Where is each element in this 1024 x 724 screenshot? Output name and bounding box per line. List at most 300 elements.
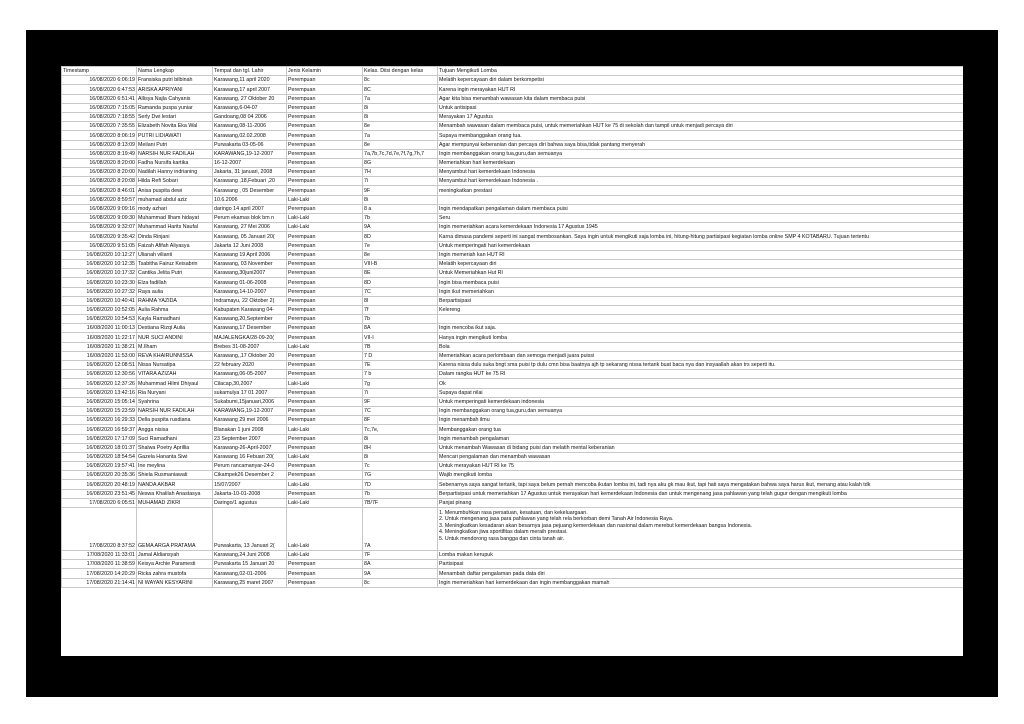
table-row bbox=[62, 223, 964, 232]
cell-kelas: 7B/7F bbox=[363, 498, 438, 507]
cell-nama: mody azhari bbox=[137, 204, 213, 213]
cell-tujuan: Ingin menambah ilmu bbox=[438, 416, 964, 425]
cell-timestamp: 16/08/2020 10:40:41 bbox=[62, 296, 137, 305]
cell-nama: Destiana Rizqi Aulia bbox=[137, 324, 213, 333]
cell-jenis-kelamin: Perempuan bbox=[287, 560, 363, 569]
cell-tujuan: Untuk menambah Wawasan di bidang puisi dan melatih mental keberanian bbox=[438, 443, 964, 452]
cell-ttl: Karawang,06-05-2007 bbox=[213, 370, 287, 379]
cell-kelas: 7e bbox=[363, 241, 438, 250]
cell-tujuan: Panjat pinang bbox=[438, 498, 964, 507]
cell-nama: Muhammad Hilmi Dhiyaul bbox=[137, 379, 213, 388]
cell-nama: NARSIH NUR FADILAH bbox=[137, 149, 213, 158]
cell-tujuan: Ok bbox=[438, 379, 964, 388]
cell-tujuan: Menyambut hari kemerdekaan Indonesia bbox=[438, 168, 964, 177]
cell-timestamp: 16/08/2020 8:13:09 bbox=[62, 140, 137, 149]
cell-tujuan: Agar kita bisa menambah wawasan kita dalam membaca puisi bbox=[438, 94, 964, 103]
table-row bbox=[62, 131, 964, 140]
cell-timestamp: 16/08/2020 15:05:14 bbox=[62, 397, 137, 406]
cell-tujuan bbox=[438, 195, 964, 204]
cell-jenis-kelamin: Laki-Laki bbox=[287, 480, 363, 489]
cell-tujuan: Karna dimasa pandemi seperti ini sangat membosankan. Saya ingin untuk mengikuti saja lomba ini, hitung-hitung partisipasi kegiatan lomba online SMP 4 KOTABARU. Tujuan tertentu bbox=[438, 232, 964, 241]
cell-timestamp: 16/08/2020 17:17:09 bbox=[62, 434, 137, 443]
table-row bbox=[62, 361, 964, 370]
table-row bbox=[62, 305, 964, 314]
table-row bbox=[62, 443, 964, 452]
table-row bbox=[62, 112, 964, 121]
cell-kelas: 8i bbox=[363, 112, 438, 121]
cell-timestamp: 16/08/2020 6:47:53 bbox=[62, 85, 137, 94]
cell-jenis-kelamin: Perempuan bbox=[287, 122, 363, 131]
cell-nama: Tsabitha Fairuz Keisabrin bbox=[137, 259, 213, 268]
cell-tujuan: Untuk memperingati kemerdekaan indonesia bbox=[438, 397, 964, 406]
cell-timestamp: 16/08/2020 16:59:37 bbox=[62, 425, 137, 434]
cell-ttl: Daringo/1 agustus bbox=[213, 498, 287, 507]
cell-nama: Faizah Afifah Aliyasya bbox=[137, 241, 213, 250]
cell-nama: Syahrina bbox=[137, 397, 213, 406]
tujuan-line: 5. Untuk mendorong rasa bangga dan cinta tanah air. bbox=[439, 535, 565, 542]
cell-jenis-kelamin: Perempuan bbox=[287, 296, 363, 305]
cell-timestamp: 16/08/2020 11:38:21 bbox=[62, 342, 137, 351]
cell-tujuan: Membanggakan orang tua bbox=[438, 425, 964, 434]
cell-jenis-kelamin: Perempuan bbox=[287, 131, 363, 140]
cell-tujuan: Berpartisipasi bbox=[438, 296, 964, 305]
table-row bbox=[62, 158, 964, 167]
cell-timestamp: 16/08/2020 6:06:19 bbox=[62, 76, 137, 85]
cell-tujuan: Menyambut hari kemerdekaan Indonesia . bbox=[438, 177, 964, 186]
table-row bbox=[62, 269, 964, 278]
table-row bbox=[62, 452, 964, 461]
cell-timestamp: 16/08/2020 19:57:41 bbox=[62, 462, 137, 471]
cell-ttl: Perum rancamanyar-24-0 bbox=[213, 462, 287, 471]
cell-jenis-kelamin: Perempuan bbox=[287, 259, 363, 268]
table-row bbox=[62, 379, 964, 388]
cell-kelas: 7g bbox=[363, 379, 438, 388]
cell-nama: Muhammad Harits Naufal bbox=[137, 223, 213, 232]
cell-jenis-kelamin: Perempuan bbox=[287, 76, 363, 85]
cell-tujuan: Supaya dapat nilai bbox=[438, 388, 964, 397]
cell-timestamp: 16/08/2020 10:17:32 bbox=[62, 269, 137, 278]
cell-tujuan: Ingin memeriahkan hari kemerdekaan dan ingin membanggakan mamah bbox=[438, 578, 964, 587]
cell-tujuan: Ingin mendapatkan pengalaman dalam membaca puisi bbox=[438, 204, 964, 213]
cell-kelas: 8 a bbox=[363, 204, 438, 213]
cell-tujuan: Untuk antisipasi bbox=[438, 103, 964, 112]
cell-jenis-kelamin: Perempuan bbox=[287, 186, 363, 195]
cell-timestamp: 16/08/2020 12:08:51 bbox=[62, 361, 137, 370]
table-row bbox=[62, 333, 964, 342]
cell-ttl: sukamulya 17 01 2007 bbox=[213, 388, 287, 397]
cell-ttl: Purwakarta 15 Januari 20 bbox=[213, 560, 287, 569]
header-nama: Nama Lengkap bbox=[137, 67, 213, 76]
table-row bbox=[62, 416, 964, 425]
cell-timestamp: 16/08/2020 18:01:37 bbox=[62, 443, 137, 452]
cell-ttl: Karawang , 05 Desember bbox=[213, 186, 287, 195]
cell-tujuan: Wajib mengikuti lomba bbox=[438, 471, 964, 480]
cell-jenis-kelamin: Perempuan bbox=[287, 103, 363, 112]
cell-kelas: 7a bbox=[363, 94, 438, 103]
cell-timestamp: 16/08/2020 18:54:54 bbox=[62, 452, 137, 461]
cell-ttl: Perum ekamas blok bm n bbox=[213, 214, 287, 223]
cell-timestamp: 16/08/2020 9:09:16 bbox=[62, 204, 137, 213]
cell-jenis-kelamin: Perempuan bbox=[287, 324, 363, 333]
cell-kelas: 8I bbox=[363, 296, 438, 305]
cell-nama: Nissa Nursatipa bbox=[137, 361, 213, 370]
table-row bbox=[62, 103, 964, 112]
cell-nama: Dinda Rinjani bbox=[137, 232, 213, 241]
table-row bbox=[62, 186, 964, 195]
cell-nama: Allisya Najla Cahyanis bbox=[137, 94, 213, 103]
cell-ttl: 16-12-2007 bbox=[213, 158, 287, 167]
table-row bbox=[62, 560, 964, 569]
header-tujuan: Tujuan Mengikuti Lomba bbox=[438, 67, 964, 76]
cell-kelas: 8c bbox=[363, 578, 438, 587]
cell-nama: ARISKA APRIYANI bbox=[137, 85, 213, 94]
cell-jenis-kelamin: Perempuan bbox=[287, 158, 363, 167]
cell-nama: NUR SUCI ANDINI bbox=[137, 333, 213, 342]
table-row bbox=[62, 489, 964, 498]
header-kelas: Kelas. Diisi dengan kelas bbox=[363, 67, 438, 76]
cell-timestamp: 16/08/2020 8:19:49 bbox=[62, 149, 137, 158]
cell-kelas: 8c bbox=[363, 76, 438, 85]
cell-timestamp: 16/08/2020 6:51:41 bbox=[62, 94, 137, 103]
cell-kelas: 8A bbox=[363, 560, 438, 569]
cell-tujuan: Sebenarnya saya sangat tertarik, tapi saya belum pernah mencoba ikutan lomba ini, tadi nya aku gk mau ikut, tapi hati saya mengatakan bahwa saya harus ikut, menang atau kalah tdk bbox=[438, 480, 964, 489]
cell-ttl: Karawang,25 maret 2007 bbox=[213, 578, 287, 587]
cell-timestamp: 16/08/2020 10:54:53 bbox=[62, 315, 137, 324]
cell-nama: Ramanda puspa yuniar bbox=[137, 103, 213, 112]
cell-timestamp: 17/08/2020 6:05:51 bbox=[62, 498, 137, 507]
table-row bbox=[62, 149, 964, 158]
cell-ttl: Karawang,08-11-2006 bbox=[213, 122, 287, 131]
cell-jenis-kelamin: Perempuan bbox=[287, 416, 363, 425]
cell-nama: Meilani Putri bbox=[137, 140, 213, 149]
cell-ttl: 22 february 2020 bbox=[213, 361, 287, 370]
cell-jenis-kelamin: Perempuan bbox=[287, 85, 363, 94]
cell-ttl: Karawang, 27 Oktober 20 bbox=[213, 94, 287, 103]
cell-jenis-kelamin: Perempuan bbox=[287, 443, 363, 452]
cell-nama: Ine meylina bbox=[137, 462, 213, 471]
cell-nama: Nadilah Hanny indrianing bbox=[137, 168, 213, 177]
cell-timestamp: 16/08/2020 16:29:33 bbox=[62, 416, 137, 425]
cell-nama: M.Ilham bbox=[137, 342, 213, 351]
cell-jenis-kelamin: Perempuan bbox=[287, 168, 363, 177]
cell-ttl: Karawang,11 april 2020 bbox=[213, 76, 287, 85]
table-row bbox=[62, 140, 964, 149]
cell-timestamp: 16/08/2020 8:06:19 bbox=[62, 131, 137, 140]
cell-jenis-kelamin: Perempuan bbox=[287, 278, 363, 287]
cell-jenis-kelamin: Perempuan bbox=[287, 489, 363, 498]
cell-kelas: VII-I bbox=[363, 333, 438, 342]
cell-tujuan: Menambah wawasan dalam membaca puisi, untuk memeriahkan HUT ke 75 di sekolah dan tampil untuk menjadi percaya diri bbox=[438, 122, 964, 131]
cell-timestamp: 17/08/2020 14:20:29 bbox=[62, 569, 137, 578]
cell-jenis-kelamin: Laki-Laki bbox=[287, 379, 363, 388]
cell-kelas: 7a,7b,7c,7d,7e,7f,7g,7h,7 bbox=[363, 149, 438, 158]
cell-ttl: Karawang 29 mei 2006 bbox=[213, 416, 287, 425]
cell-nama: Fransiska putri bilbinah bbox=[137, 76, 213, 85]
header-jenis-kelamin: Jenis Kelamin bbox=[287, 67, 363, 76]
cell-nama: Keisya Archie Paramesti bbox=[137, 560, 213, 569]
cell-nama: PUTRI LIDIAWATI bbox=[137, 131, 213, 140]
cell-jenis-kelamin: Perempuan bbox=[287, 315, 363, 324]
cell-timestamp: 17/08/2020 21:14:41 bbox=[62, 578, 137, 587]
header-timestamp: Timestamp bbox=[62, 67, 137, 76]
tujuan-line: 1. Menumbuhkan rasa persatuan, kesatuan, dan kekeluargaan. bbox=[439, 510, 588, 516]
cell-ttl: Karawang,17 Desember bbox=[213, 324, 287, 333]
cell-jenis-kelamin: Perempuan bbox=[287, 241, 363, 250]
cell-tujuan: Ingin memeriah kan HUT RI bbox=[438, 250, 964, 259]
cell-tujuan: Ingin membanggakan orang tua,guru,dan semuanya bbox=[438, 406, 964, 415]
table-row bbox=[62, 569, 964, 578]
table-row bbox=[62, 324, 964, 333]
table-row bbox=[62, 232, 964, 241]
cell-timestamp: 16/08/2020 9:35:42 bbox=[62, 232, 137, 241]
cell-kelas: 8e bbox=[363, 122, 438, 131]
cell-tujuan bbox=[438, 315, 964, 324]
cell-jenis-kelamin: Perempuan bbox=[287, 397, 363, 406]
cell-ttl: Karawang,6-04-07 bbox=[213, 103, 287, 112]
table-row bbox=[62, 397, 964, 406]
cell-kelas: 8i bbox=[363, 103, 438, 112]
cell-tujuan: Bola bbox=[438, 342, 964, 351]
table-row bbox=[62, 315, 964, 324]
cell-ttl: Karawang,20,September bbox=[213, 315, 287, 324]
cell-kelas: 8G bbox=[363, 158, 438, 167]
cell-ttl: Karawang-26-April-2007 bbox=[213, 443, 287, 452]
cell-jenis-kelamin: Laki-Laki bbox=[287, 452, 363, 461]
cell-ttl: KARAWANG,19-12-2007 bbox=[213, 406, 287, 415]
cell-tujuan: Karena nissa dulu suka bngt sma puisi tp dulu cmn bisa baatnya ajh tp sekarang nissa tertarik buat baca nya dan insyaallah akan trs seperti itu. bbox=[438, 361, 964, 370]
cell-timestamp: 16/08/2020 7:35:55 bbox=[62, 122, 137, 131]
cell-tujuan: Lomba makan kerupuk bbox=[438, 551, 964, 560]
cell-kelas: 7a bbox=[363, 131, 438, 140]
cell-timestamp: 16/08/2020 7:18:55 bbox=[62, 112, 137, 121]
table-row bbox=[62, 214, 964, 223]
cell-timestamp: 16/08/2020 9:32:07 bbox=[62, 223, 137, 232]
tujuan-line: 4. Meningkatkan jiwa sportifitas dalam meraih prestasi. bbox=[439, 529, 568, 536]
cell-ttl: Gandoang,08 04 2006 bbox=[213, 112, 287, 121]
cell-nama: Muhammad Ilham hidayat bbox=[137, 214, 213, 223]
cell-tujuan: Kelereng bbox=[438, 305, 964, 314]
cell-jenis-kelamin: Perempuan bbox=[287, 149, 363, 158]
cell-kelas: 7b bbox=[363, 489, 438, 498]
cell-timestamp: 16/08/2020 11:53:00 bbox=[62, 351, 137, 360]
cell-nama: Cantika Jelita Putri bbox=[137, 269, 213, 278]
cell-kelas: 8e bbox=[363, 250, 438, 259]
cell-kelas: 8i bbox=[363, 452, 438, 461]
cell-tujuan: Mencari pengalaman dan menambah wawasan bbox=[438, 452, 964, 461]
table-row bbox=[62, 177, 964, 186]
cell-ttl: Indramayu, 22 Oktober 2( bbox=[213, 296, 287, 305]
cell-timestamp: 16/08/2020 7:15:05 bbox=[62, 103, 137, 112]
table-row bbox=[62, 250, 964, 259]
cell-nama: Ulianah vilianti bbox=[137, 250, 213, 259]
cell-ttl: 10.6.2006 bbox=[213, 195, 287, 204]
cell-timestamp: 16/08/2020 13:42:16 bbox=[62, 388, 137, 397]
cell-timestamp: 16/08/2020 10:23:30 bbox=[62, 278, 137, 287]
cell-tujuan: Ingin bisa membaca puisi bbox=[438, 278, 964, 287]
cell-nama: GEMA ARGA PRATAMA bbox=[137, 508, 213, 551]
cell-kelas: 8D bbox=[363, 278, 438, 287]
cell-ttl: Karawang,17 april 2007 bbox=[213, 85, 287, 94]
table-row bbox=[62, 406, 964, 415]
cell-jenis-kelamin: Laki-Laki bbox=[287, 223, 363, 232]
cell-ttl: Karawang 19 April 2006 bbox=[213, 250, 287, 259]
cell-kelas: 7c bbox=[363, 462, 438, 471]
cell-nama: Hilda Refi Sobari bbox=[137, 177, 213, 186]
cell-kelas: 7A bbox=[363, 508, 438, 551]
cell-ttl: Brebes 31-08-2007 bbox=[213, 342, 287, 351]
cell-kelas: 7H bbox=[363, 168, 438, 177]
table-row bbox=[62, 434, 964, 443]
cell-nama: Kayla Ramadhani bbox=[137, 315, 213, 324]
cell-timestamp: 17/08/2020 11:33:01 bbox=[62, 551, 137, 560]
cell-jenis-kelamin: Perempuan bbox=[287, 351, 363, 360]
cell-jenis-kelamin: Perempuan bbox=[287, 361, 363, 370]
cell-kelas: 9A bbox=[363, 569, 438, 578]
cell-nama: Angga nisisa bbox=[137, 425, 213, 434]
cell-jenis-kelamin: Perempuan bbox=[287, 177, 363, 186]
cell-timestamp: 16/08/2020 8:59:57 bbox=[62, 195, 137, 204]
cell-nama: muhamad abdul aziz bbox=[137, 195, 213, 204]
table-row bbox=[62, 94, 964, 103]
cell-timestamp: 16/08/2020 11:00:13 bbox=[62, 324, 137, 333]
cell-tujuan: Memeriahkan acara perlombaan dan semoga menjadi juara puissi bbox=[438, 351, 964, 360]
cell-jenis-kelamin: Laki-Laki bbox=[287, 214, 363, 223]
cell-tujuan: meningkatkan prestasi bbox=[438, 186, 964, 195]
cell-tujuan: Hanya ingin mengikuti lomba bbox=[438, 333, 964, 342]
table-row bbox=[62, 287, 964, 296]
cell-ttl: Cikampek26 Desember 2 bbox=[213, 471, 287, 480]
header-row bbox=[62, 67, 964, 76]
cell-ttl: Karawang,02.02.2008 bbox=[213, 131, 287, 140]
cell-kelas: 8E bbox=[363, 269, 438, 278]
tujuan-line: 2. Untuk mengenang jasa para pahlawan yang telah rela berkorban demi Tanah Air Indonesia Raya. bbox=[439, 516, 674, 523]
cell-tujuan: Ingin menambah pengalaman bbox=[438, 434, 964, 443]
cell-ttl: Purwakarta, 13 Januari 2( bbox=[213, 508, 287, 551]
tujuan-line: 3. Meningkatkan kesadaran akan besarnya jasa pejuang kemerdekaan dan nasional dalam merebut kemerdekaan bangsa Indonesia. bbox=[439, 522, 753, 529]
cell-kelas: 9F bbox=[363, 186, 438, 195]
table-row bbox=[62, 578, 964, 587]
cell-jenis-kelamin: Laki-Laki bbox=[287, 425, 363, 434]
cell-jenis-kelamin: Perempuan bbox=[287, 250, 363, 259]
cell-timestamp: 16/08/2020 20:48:19 bbox=[62, 480, 137, 489]
cell-nama: Jamal Aldiansyah bbox=[137, 551, 213, 560]
responses-table bbox=[61, 66, 963, 588]
cell-ttl: Karawang, 27 Mei 2006 bbox=[213, 223, 287, 232]
spreadsheet-page bbox=[61, 66, 963, 656]
cell-kelas: 7G bbox=[363, 471, 438, 480]
cell-tujuan: Ingin memeriahkan acara kemerdekaan Indonesia 17 Agustus 1945 bbox=[438, 223, 964, 232]
cell-jenis-kelamin: Perempuan bbox=[287, 434, 363, 443]
cell-jenis-kelamin: Perempuan bbox=[287, 578, 363, 587]
cell-kelas: 7b bbox=[363, 214, 438, 223]
cell-nama: Shiela Rusmaniawati bbox=[137, 471, 213, 480]
cell-ttl: Karawang,30juni2007 bbox=[213, 269, 287, 278]
cell-ttl: Karawang 16 Febuari 20( bbox=[213, 452, 287, 461]
cell-nama: Fadha Nursifa kartika bbox=[137, 158, 213, 167]
cell-ttl: Blanakan 1 juni 2008 bbox=[213, 425, 287, 434]
table-row bbox=[62, 168, 964, 177]
cell-nama: Shalwa Poetry Aprillia bbox=[137, 443, 213, 452]
cell-nama: Raya aulia bbox=[137, 287, 213, 296]
cell-nama: VITARA AZIZAH bbox=[137, 370, 213, 379]
cell-jenis-kelamin: Laki-Laki bbox=[287, 342, 363, 351]
cell-nama: Ricka zahra mustofa bbox=[137, 569, 213, 578]
cell-ttl: Cilacap,30,2007 bbox=[213, 379, 287, 388]
cell-kelas: 8D bbox=[363, 232, 438, 241]
cell-jenis-kelamin: Perempuan bbox=[287, 94, 363, 103]
cell-ttl: daringo 14 april 2007 bbox=[213, 204, 287, 213]
cell-kelas: 8i bbox=[363, 434, 438, 443]
cell-kelas: 8e bbox=[363, 140, 438, 149]
cell-timestamp: 16/08/2020 10:12:27 bbox=[62, 250, 137, 259]
cell-nama: Gazela Hananta Siwi bbox=[137, 452, 213, 461]
cell-timestamp: 16/08/2020 20:35:36 bbox=[62, 471, 137, 480]
cell-jenis-kelamin: Perempuan bbox=[287, 462, 363, 471]
cell-timestamp: 16/08/2020 10:27:32 bbox=[62, 287, 137, 296]
header-ttl: Tempat dan tgl. Lahir bbox=[213, 67, 287, 76]
cell-jenis-kelamin: Perempuan bbox=[287, 232, 363, 241]
cell-kelas: 7f bbox=[363, 305, 438, 314]
cell-jenis-kelamin: Perempuan bbox=[287, 269, 363, 278]
cell-tujuan: Menambah daftar pengalaman pada data diri bbox=[438, 569, 964, 578]
cell-jenis-kelamin: Laki-Laki bbox=[287, 508, 363, 551]
cell-ttl: Karawang,14-10-2007 bbox=[213, 287, 287, 296]
cell-ttl: Sukabumi,15januari,2006 bbox=[213, 397, 287, 406]
cell-ttl: Karawang, 03 November bbox=[213, 259, 287, 268]
cell-kelas: 7 b bbox=[363, 370, 438, 379]
table-row bbox=[62, 508, 964, 551]
cell-nama: Ria Nuryani bbox=[137, 388, 213, 397]
cell-kelas: 9F bbox=[363, 397, 438, 406]
cell-timestamp: 17/08/2020 8:37:52 bbox=[62, 508, 137, 551]
cell-tujuan: Partisipasi bbox=[438, 560, 964, 569]
cell-ttl: KARAWANG,19-12-2007 bbox=[213, 149, 287, 158]
cell-jenis-kelamin: Perempuan bbox=[287, 406, 363, 415]
cell-ttl: Kabupaten Karawang 04- bbox=[213, 305, 287, 314]
cell-timestamp: 16/08/2020 8:46:01 bbox=[62, 186, 137, 195]
cell-kelas: 9A bbox=[363, 223, 438, 232]
cell-jenis-kelamin: Laki-Laki bbox=[287, 195, 363, 204]
cell-ttl: 23 September 2007 bbox=[213, 434, 287, 443]
cell-timestamp: 17/08/2020 11:38:59 bbox=[62, 560, 137, 569]
table-row bbox=[62, 122, 964, 131]
cell-jenis-kelamin: Perempuan bbox=[287, 112, 363, 121]
cell-nama: Elizabeth Novita Eka Wal bbox=[137, 122, 213, 131]
cell-timestamp: 16/08/2020 11:22:17 bbox=[62, 333, 137, 342]
cell-timestamp: 16/08/2020 8:20:00 bbox=[62, 168, 137, 177]
table-row bbox=[62, 259, 964, 268]
cell-ttl: Jakarta, 31 januari, 2008 bbox=[213, 168, 287, 177]
cell-jenis-kelamin: Perempuan bbox=[287, 370, 363, 379]
cell-nama: Aulia Rahma bbox=[137, 305, 213, 314]
cell-tujuan: Ingin mencoba ikut saja. bbox=[438, 324, 964, 333]
table-row bbox=[62, 296, 964, 305]
cell-tujuan: Untuk memperingati hari kemerdekaan bbox=[438, 241, 964, 250]
cell-ttl: Karawang,24 Juni 2008 bbox=[213, 551, 287, 560]
cell-timestamp: 16/08/2020 23:51:45 bbox=[62, 489, 137, 498]
cell-kelas: 7D bbox=[363, 480, 438, 489]
cell-nama: Elza fadillah bbox=[137, 278, 213, 287]
cell-kelas: 7i bbox=[363, 177, 438, 186]
cell-kelas: 7c,7e, bbox=[363, 425, 438, 434]
cell-nama: NI WAYAN KESYARINI bbox=[137, 578, 213, 587]
cell-nama: Della puspita rusdiana bbox=[137, 416, 213, 425]
cell-kelas: 7b bbox=[363, 315, 438, 324]
cell-tujuan: Agar mempunyai keberanian dan percaya diri bahwa saya bisa,tidak pantang menyerah bbox=[438, 140, 964, 149]
cell-timestamp: 16/08/2020 15:23:59 bbox=[62, 406, 137, 415]
cell-kelas: VIII-B bbox=[363, 259, 438, 268]
cell-nama: REVA KHAIRUNNISSA bbox=[137, 351, 213, 360]
